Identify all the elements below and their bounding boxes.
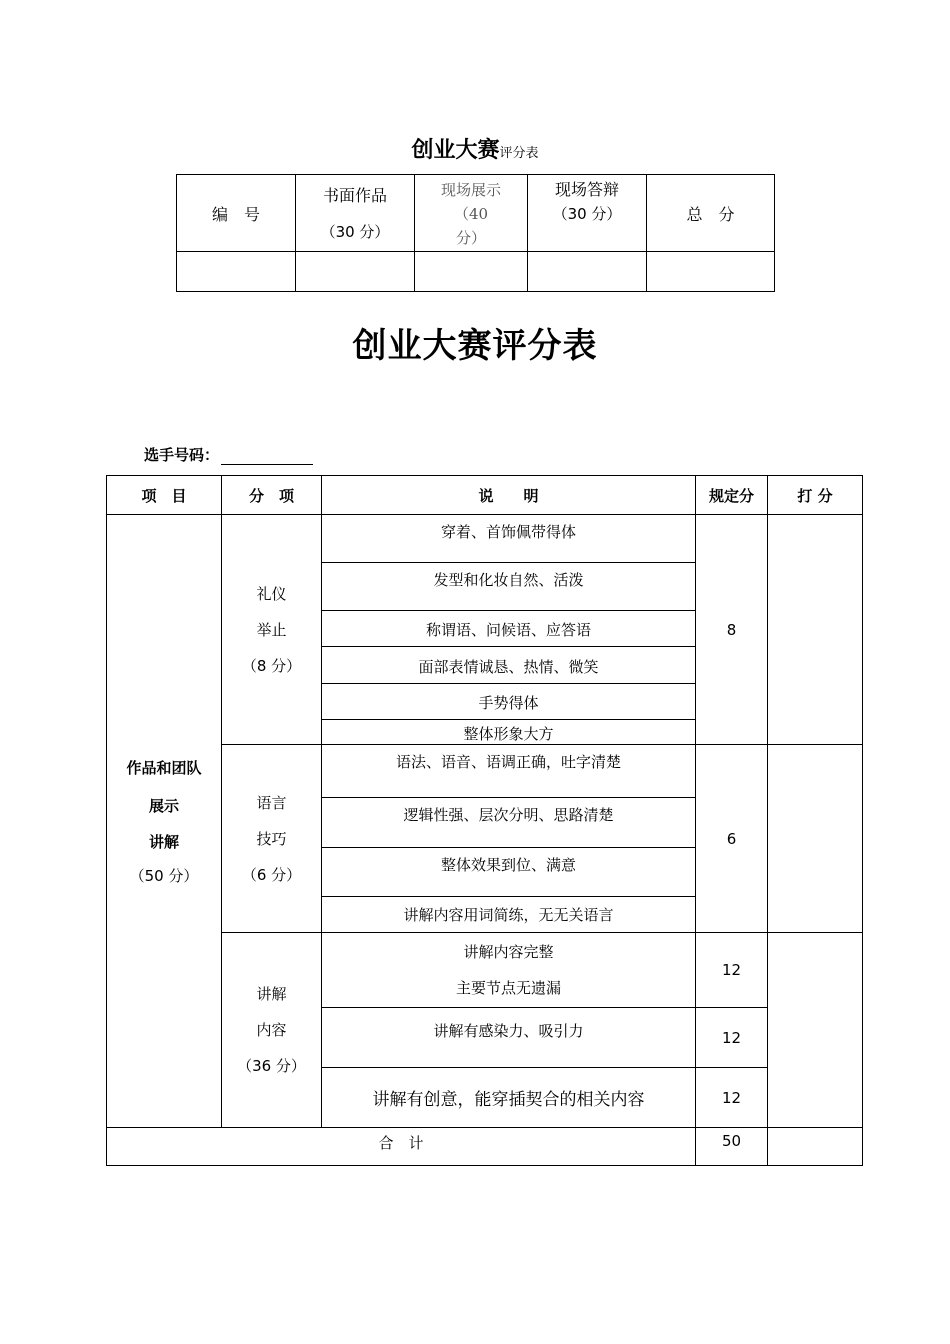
summary-title	[0, 133, 950, 164]
language-item-3: 整体效果到位、满意	[322, 848, 696, 897]
etiquette-item-6: 整体形象大方	[322, 720, 696, 745]
summary-title-large: 创业大赛	[411, 137, 500, 163]
etiquette-item-2: 发型和化妆自然、活泼	[322, 563, 696, 611]
player-number-label: 选手号码：	[144, 446, 220, 464]
header-live	[415, 175, 528, 252]
language-item-1: 语法、语音、语调正确，吐字清楚	[322, 745, 696, 798]
summary-header-row	[177, 175, 775, 252]
total-label: 合 计	[107, 1128, 696, 1166]
entry-written-cell[interactable]	[296, 252, 415, 292]
content-item-1-line1: 讲解内容完整	[463, 943, 554, 961]
etiquette-item-4: 面部表情诚恳、热情、微笑	[322, 647, 696, 684]
project-line2: 展示	[148, 797, 179, 815]
project-line4: （50 分）	[129, 867, 199, 885]
language-item-2: 逻辑性强、层次分明、思路清楚	[322, 798, 696, 848]
content-item-2: 讲解有感染力、吸引力	[322, 1008, 696, 1068]
total-score-cell[interactable]	[768, 1128, 863, 1166]
main-title: 创业大赛评分表	[352, 326, 598, 366]
header-written	[296, 175, 415, 252]
project-line3: 讲解	[148, 833, 179, 851]
content-item-1	[322, 933, 696, 1008]
language-line3: （6 分）	[241, 865, 302, 884]
content-item-1-points: 12	[696, 933, 768, 1008]
etiquette-score-cell[interactable]	[768, 515, 863, 745]
summary-table	[176, 174, 775, 292]
content-item-2-points: 12	[696, 1008, 768, 1068]
header-written-line1: 书面作品	[322, 186, 387, 205]
header-live-line2: （40	[453, 205, 489, 223]
header-defense	[528, 175, 647, 252]
language-line2: 技巧	[256, 829, 287, 848]
player-number-field	[144, 444, 313, 465]
entry-number-cell[interactable]	[177, 252, 296, 292]
entry-total-cell[interactable]	[647, 252, 775, 292]
project-cell	[107, 515, 222, 1128]
header-number: 编 号	[177, 175, 296, 252]
header-live-line3: 分）	[455, 229, 486, 247]
score-table	[106, 475, 863, 1166]
content-item-3: 讲解有创意，能穿插契合的相关内容	[322, 1068, 696, 1128]
header-sub-item: 分 项	[222, 476, 322, 515]
language-score-cell[interactable]	[768, 745, 863, 933]
etiquette-line3: （8 分）	[241, 656, 302, 675]
etiquette-line1: 礼仪	[256, 584, 287, 603]
content-line2: 内容	[256, 1021, 287, 1039]
content-line1: 讲解	[256, 985, 287, 1003]
total-points: 50	[696, 1128, 768, 1166]
content-item-3-points: 12	[696, 1068, 768, 1128]
header-item: 项 目	[107, 476, 222, 515]
header-written-line2: （30 分）	[320, 223, 390, 241]
total-row	[107, 1128, 863, 1166]
content-cell	[222, 933, 322, 1128]
language-item-4: 讲解内容用词简练，无无关语言	[322, 897, 696, 933]
project-line1: 作品和团队	[126, 759, 202, 777]
header-score: 打 分	[768, 476, 863, 515]
etiquette-points: 8	[696, 515, 768, 745]
language-line1: 语言	[256, 793, 287, 812]
header-defense-line1: 现场答辩	[554, 180, 619, 199]
header-total: 总 分	[647, 175, 775, 252]
language-points: 6	[696, 745, 768, 933]
etiquette-line2: 举止	[256, 620, 287, 639]
header-defense-line2: （30 分）	[552, 205, 622, 223]
content-item-1-line2: 主要节点无遗漏	[455, 979, 561, 997]
header-live-line1: 现场展示	[440, 181, 501, 199]
table-row	[107, 515, 863, 563]
content-score-cell[interactable]	[768, 933, 863, 1128]
header-description: 说 明	[322, 476, 696, 515]
content-line3: （36 分）	[237, 1057, 306, 1075]
language-cell	[222, 745, 322, 933]
entry-live-cell[interactable]	[415, 252, 528, 292]
etiquette-cell	[222, 515, 322, 745]
player-number-blank[interactable]	[221, 450, 313, 465]
summary-entry-row	[177, 252, 775, 292]
entry-defense-cell[interactable]	[528, 252, 647, 292]
summary-title-small: 评分表	[499, 146, 539, 161]
score-header-row	[107, 476, 863, 515]
etiquette-item-1: 穿着、首饰佩带得体	[322, 515, 696, 563]
etiquette-item-5: 手势得体	[322, 684, 696, 720]
etiquette-item-3: 称谓语、问候语、应答语	[322, 611, 696, 647]
header-points: 规定分	[696, 476, 768, 515]
